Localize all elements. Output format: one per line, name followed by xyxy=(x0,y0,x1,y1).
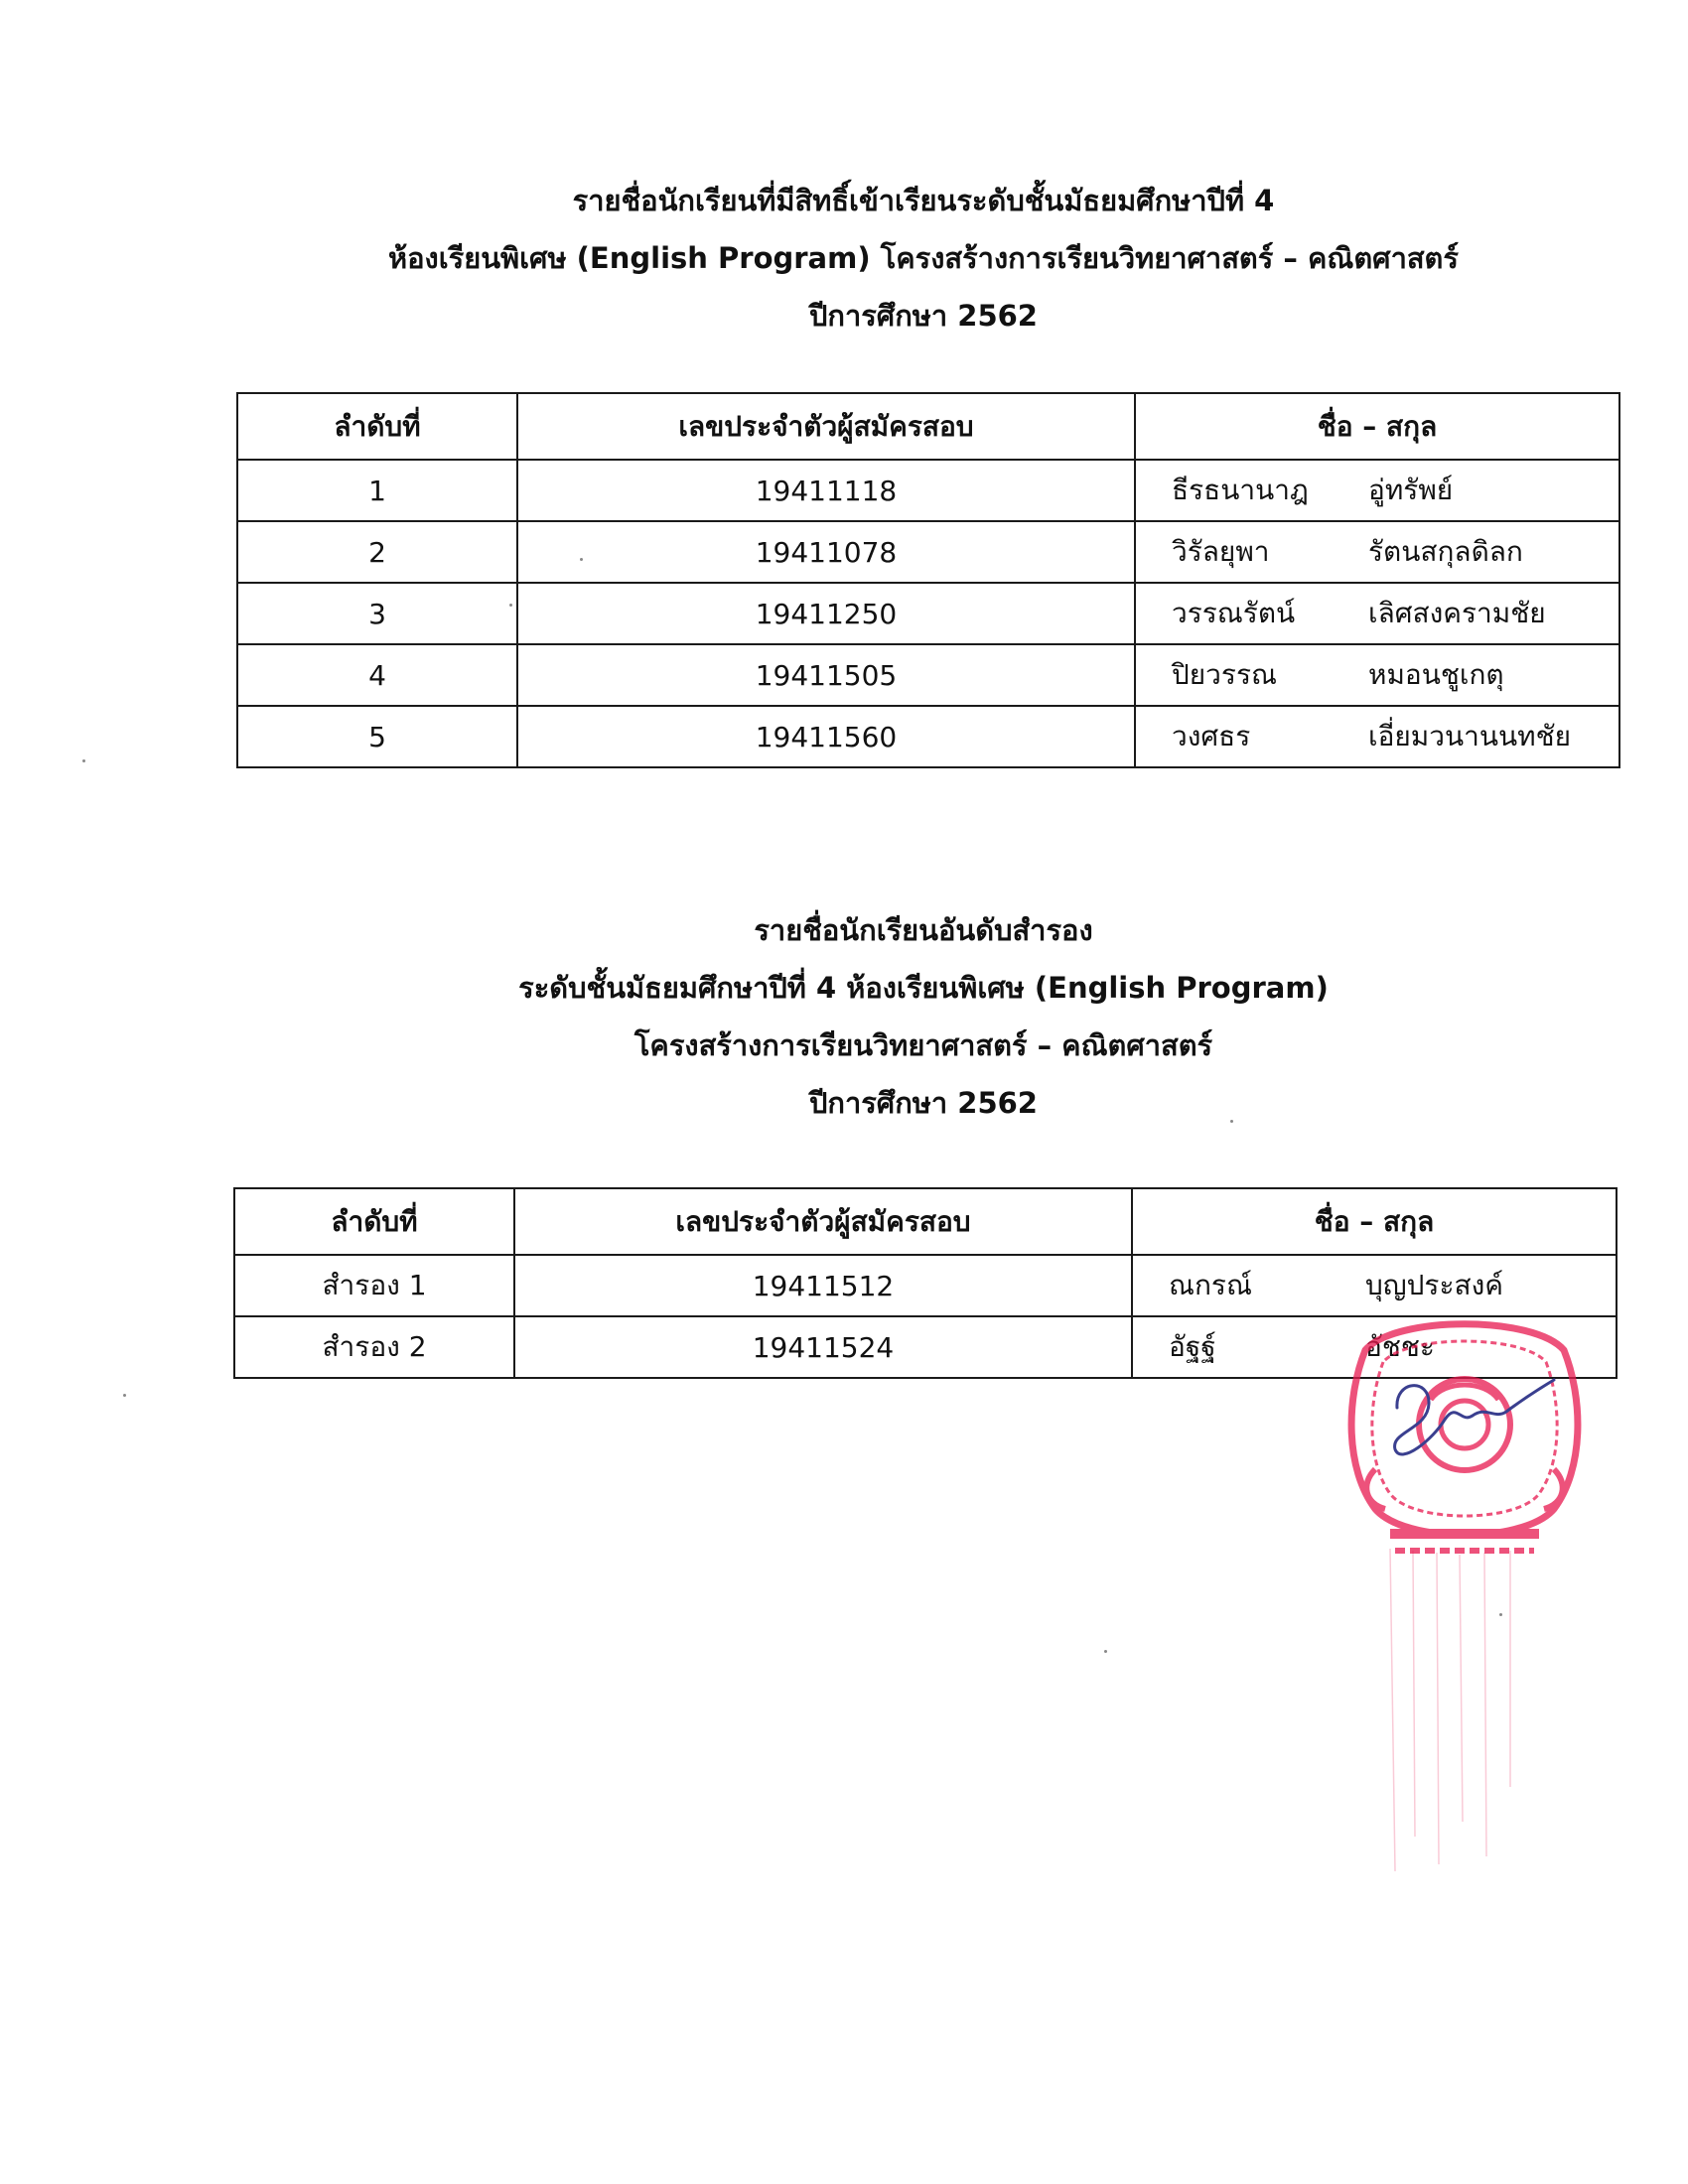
first-name: ณกรณ์ xyxy=(1169,1269,1252,1301)
column-header-full-name: ชื่อ – สกุล xyxy=(1132,1188,1617,1255)
table-row xyxy=(237,583,1619,644)
last-name: รัตนสกุลดิลก xyxy=(1368,535,1523,568)
scan-speck xyxy=(509,604,512,607)
reserve-list-heading xyxy=(0,901,1688,1132)
table-row xyxy=(237,521,1619,583)
last-name: อัชชะ xyxy=(1365,1330,1435,1363)
scan-speck xyxy=(1499,1613,1502,1616)
last-name: เลิศสงครามชัย xyxy=(1368,597,1546,629)
order-cell: 3 xyxy=(237,583,517,644)
last-name: หมอนชูเกตุ xyxy=(1368,658,1504,691)
first-name: วงศธร xyxy=(1172,720,1251,752)
scan-speck xyxy=(1104,1650,1107,1653)
name-cell xyxy=(1135,460,1619,521)
scan-speck xyxy=(82,759,85,762)
applicant-id-cell: 19411524 xyxy=(514,1316,1132,1378)
first-name: วิรัลยุพา xyxy=(1172,535,1270,568)
reserve-list-subtitle: ระดับชั้นมัธยมศึกษาปีที่ 4 ห้องเรียนพิเศษ (English Program) xyxy=(518,971,1329,1005)
last-name: อู่ทรัพย์ xyxy=(1368,474,1454,506)
reserve-list-subtitle-2: โครงสร้างการเรียนวิทยาศาสตร์ – คณิตศาสตร์ xyxy=(633,1028,1213,1062)
column-header-applicant-id: เลขประจำตัวผู้สมัครสอบ xyxy=(517,393,1135,460)
name-cell xyxy=(1132,1255,1617,1316)
table-row xyxy=(237,460,1619,521)
order-cell: 5 xyxy=(237,706,517,767)
main-list-subtitle: ห้องเรียนพิเศษ (English Program) โครงสร้างการเรียนวิทยาศาสตร์ – คณิตศาสตร์ xyxy=(388,241,1459,275)
order-cell: สำรอง 2 xyxy=(234,1316,514,1378)
column-header-applicant-id: เลขประจำตัวผู้สมัครสอบ xyxy=(514,1188,1132,1255)
table-row xyxy=(234,1255,1617,1316)
main-list-heading xyxy=(0,172,1688,344)
name-cell xyxy=(1135,583,1619,644)
applicant-id-cell: 19411250 xyxy=(517,583,1135,644)
column-header-full-name: ชื่อ – สกุล xyxy=(1135,393,1619,460)
school-seal-stamp xyxy=(1336,1320,1594,1876)
order-cell: 2 xyxy=(237,521,517,583)
applicant-id-cell: 19411512 xyxy=(514,1255,1132,1316)
column-header-order: ลำดับที่ xyxy=(237,393,517,460)
scan-speck xyxy=(1230,1120,1233,1123)
first-name: ธีรธนานาฎ xyxy=(1172,474,1309,506)
table-header-row xyxy=(234,1188,1617,1255)
table-header-row xyxy=(237,393,1619,460)
scan-speck xyxy=(123,1394,126,1397)
column-header-order: ลำดับที่ xyxy=(234,1188,514,1255)
name-cell xyxy=(1135,706,1619,767)
main-list-table xyxy=(236,392,1620,768)
order-cell: 4 xyxy=(237,644,517,706)
applicant-id-cell: 19411505 xyxy=(517,644,1135,706)
first-name: อัฐฐ์ xyxy=(1169,1330,1216,1363)
applicant-id-cell: 19411560 xyxy=(517,706,1135,767)
scan-speck xyxy=(580,558,583,561)
order-cell: สำรอง 1 xyxy=(234,1255,514,1316)
name-cell xyxy=(1135,644,1619,706)
main-list-academic-year: ปีการศึกษา 2562 xyxy=(808,299,1038,333)
reserve-list-title: รายชื่อนักเรียนอันดับสำรอง xyxy=(754,913,1093,947)
applicant-id-cell: 19411118 xyxy=(517,460,1135,521)
first-name: วรรณรัตน์ xyxy=(1172,597,1296,629)
last-name: บุญประสงค์ xyxy=(1365,1269,1503,1301)
table-row xyxy=(237,644,1619,706)
last-name: เอี่ยมวนานนทชัย xyxy=(1368,720,1571,752)
name-cell xyxy=(1135,521,1619,583)
first-name: ปิยวรรณ xyxy=(1172,658,1277,691)
order-cell: 1 xyxy=(237,460,517,521)
applicant-id-cell: 19411078 xyxy=(517,521,1135,583)
table-row xyxy=(237,706,1619,767)
main-list-title: รายชื่อนักเรียนที่มีสิทธิ์เข้าเรียนระดับชั้นมัธยมศึกษาปีที่ 4 xyxy=(572,184,1275,217)
reserve-list-academic-year: ปีการศึกษา 2562 xyxy=(808,1086,1038,1120)
